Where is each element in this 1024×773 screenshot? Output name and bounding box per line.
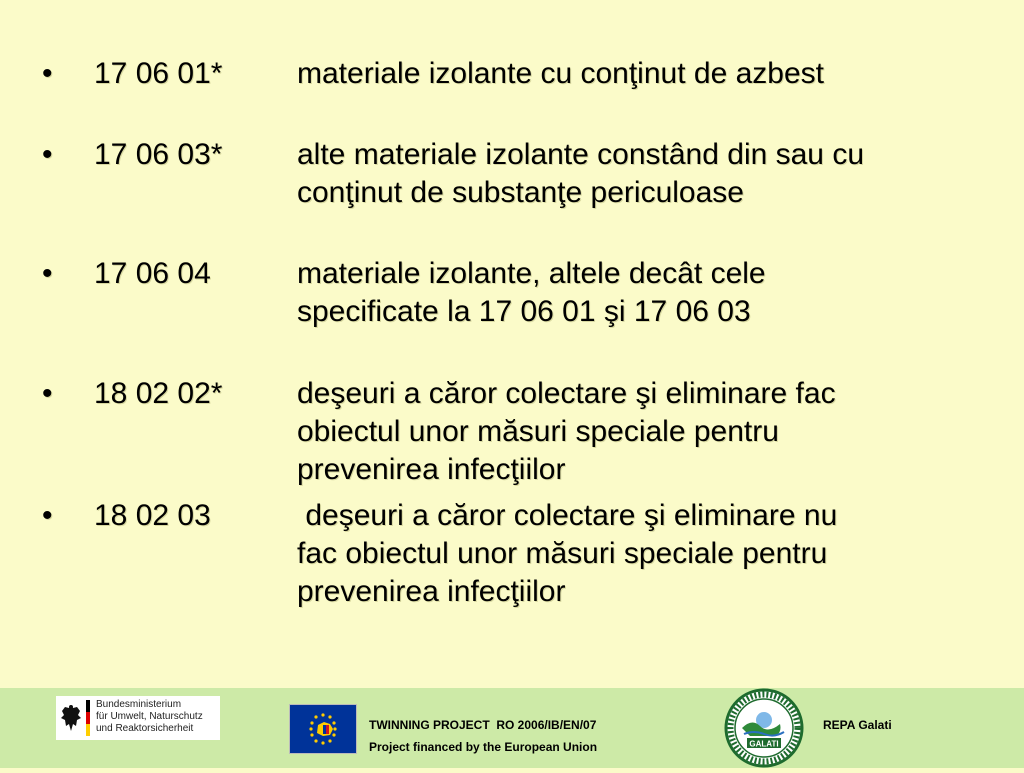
eagle-icon bbox=[60, 702, 82, 734]
ministry-line: und Reaktorsicherheit bbox=[96, 723, 194, 734]
description-line: materiale izolante cu conţinut de azbest bbox=[297, 57, 824, 90]
description-line: deşeuri a căror colectare şi eliminare fac bbox=[297, 377, 836, 410]
eu-flag-icon bbox=[290, 705, 356, 753]
agency-name: REPA Galati bbox=[823, 718, 892, 732]
waste-code: 17 06 04 bbox=[94, 257, 211, 290]
project-line: TWINNING PROJECT RO 2006/IB/EN/07 bbox=[369, 718, 597, 732]
agency-seal-icon bbox=[720, 688, 808, 768]
waste-code: 17 06 03* bbox=[94, 138, 223, 171]
description-line: conţinut de substanţe periculoase bbox=[297, 176, 744, 209]
footer bbox=[0, 688, 1024, 768]
description-line: obiectul unor măsuri speciale pentru bbox=[297, 415, 779, 448]
waste-code: 18 02 02* bbox=[94, 377, 223, 410]
ministry-name bbox=[96, 699, 203, 735]
waste-description bbox=[297, 55, 997, 93]
waste-description bbox=[297, 136, 997, 212]
description-line: prevenirea infecţiilor bbox=[297, 453, 566, 486]
bullet: • bbox=[42, 377, 53, 410]
project-info bbox=[369, 714, 597, 758]
seal-label: GALATI bbox=[749, 739, 779, 749]
bullet: • bbox=[42, 257, 53, 290]
waste-description bbox=[297, 375, 997, 489]
bullet: • bbox=[42, 499, 53, 532]
german-flag-icon bbox=[86, 700, 90, 736]
description-line: materiale izolante, altele decât cele bbox=[297, 257, 766, 290]
description-line: fac obiectul unor măsuri speciale pentru bbox=[297, 537, 828, 570]
ministry-line: für Umwelt, Naturschutz bbox=[96, 711, 203, 722]
bullet: • bbox=[42, 138, 53, 171]
ministry-line: Bundesministerium bbox=[96, 699, 182, 710]
eu-flag-romania-map-logo bbox=[289, 704, 357, 754]
bullet: • bbox=[42, 57, 53, 90]
waste-code: 18 02 03 bbox=[94, 499, 211, 532]
financed-line: Project financed by the European Union bbox=[369, 740, 598, 754]
ministry-logo bbox=[56, 696, 220, 740]
description-line: prevenirea infecţiilor bbox=[297, 575, 566, 608]
description-line: alte materiale izolante constând din sau cu bbox=[297, 138, 865, 171]
description-line: deşeuri a căror colectare şi eliminare nu bbox=[297, 499, 838, 532]
agency-seal bbox=[720, 688, 808, 768]
waste-description bbox=[297, 255, 997, 331]
waste-code: 17 06 01* bbox=[94, 57, 223, 90]
waste-description bbox=[297, 497, 997, 611]
description-line: specificate la 17 06 01 şi 17 06 03 bbox=[297, 295, 751, 328]
